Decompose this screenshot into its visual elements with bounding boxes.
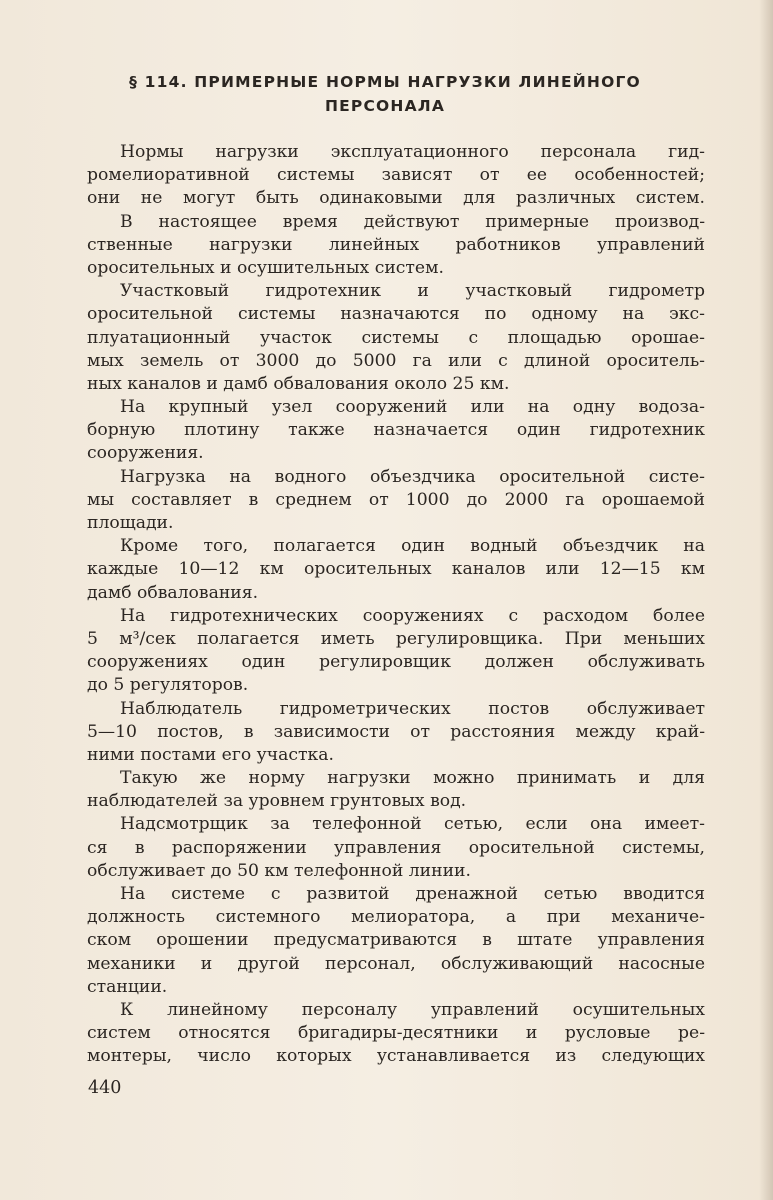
text-line: должность системного мелиоратора, а при механиче- (87, 907, 705, 928)
text-line: монтеры, число которых устанавливается из следующих (87, 1046, 705, 1067)
text-line: плуатационный участок системы с площадью орошае- (87, 327, 705, 348)
page-number: 440 (88, 1078, 122, 1098)
text-line: ском орошении предусматриваются в штате управления (87, 930, 705, 951)
text-line: Нагрузка на водного объездчика оросительной систе- (120, 466, 705, 487)
text-line: оросительной системы назначаются по одному на экс- (87, 304, 705, 325)
text-line: Такую же норму нагрузки можно принимать и для (120, 768, 705, 789)
text-line: обслуживает до 50 км телефонной линии. (87, 860, 471, 881)
text-line: К линейному персоналу управлений осушительных (120, 999, 705, 1020)
text-line: систем относятся бригадиры-десятники и русловые ре- (87, 1023, 705, 1044)
text-line: Наблюдатель гидрометрических постов обслуживает (120, 698, 705, 719)
text-line: сооружения. (87, 443, 204, 464)
text-line: На крупный узел сооружений или на одну водоза- (120, 397, 705, 418)
text-line: до 5 регуляторов. (87, 675, 249, 696)
text-line: ними постами его участка. (87, 744, 334, 765)
section-heading (100, 70, 670, 118)
text-line: Кроме того, полагается один водный объездчик на (120, 536, 705, 557)
text-line: ных каналов и дамб обвалования около 25 км. (87, 373, 510, 394)
text-line: Нормы нагрузки эксплуатационного персонала гид- (120, 142, 705, 162)
text-line: Надсмотрщик за телефонной сетью, если она имеет- (120, 814, 705, 835)
text-line: Участковый гидротехник и участковый гидрометр (120, 281, 705, 302)
text-line: ромелиоративной системы зависят от ее особенностей; (87, 165, 705, 186)
text-line: мы составляет в среднем от 1000 до 2000 га орошаемой (87, 489, 705, 510)
body-text (87, 141, 705, 1069)
text-line: станции. (87, 976, 168, 997)
text-line: В настоящее время действуют примерные производ- (120, 211, 705, 232)
text-line: На гидротехнических сооружениях с расходом более (120, 605, 705, 626)
heading-line-1: § 114. ПРИМЕРНЫЕ НОРМЫ НАГРУЗКИ ЛИНЕЙНОГО (129, 73, 641, 91)
text-line: 5—10 постов, в зависимости от расстояния между край- (87, 721, 705, 742)
text-line: ственные нагрузки линейных работников управлений (87, 234, 705, 255)
text-line: мых земель от 3000 до 5000 га или с длиной ороситель- (87, 350, 705, 371)
text-line: сооружениях один регулировщик должен обслуживать (87, 652, 705, 673)
text-line: площади. (87, 513, 174, 533)
text-line: 5 м³/сек полагается иметь регулировщика. При меньших (87, 628, 705, 649)
page-edge-shadow (759, 0, 773, 1200)
text-line: дамб обвалования. (87, 582, 259, 603)
text-line: ся в распоряжении управления оросительной системы, (87, 837, 705, 858)
text-line: каждые 10—12 км оросительных каналов или 12—15 км (87, 559, 705, 580)
text-line: борную плотину также назначается один гидротехник (87, 420, 705, 441)
text-line: На системе с развитой дренажной сетью вводится (120, 884, 705, 904)
text-line: механики и другой персонал, обслуживающий насосные (87, 953, 705, 974)
heading-line-2: ПЕРСОНАЛА (324, 97, 446, 115)
text-line: они не могут быть одинаковыми для различных систем. (87, 188, 705, 209)
text-line: наблюдателей за уровнем грунтовых вод. (87, 791, 467, 812)
text-line: оросительных и осушительных систем. (87, 257, 444, 278)
